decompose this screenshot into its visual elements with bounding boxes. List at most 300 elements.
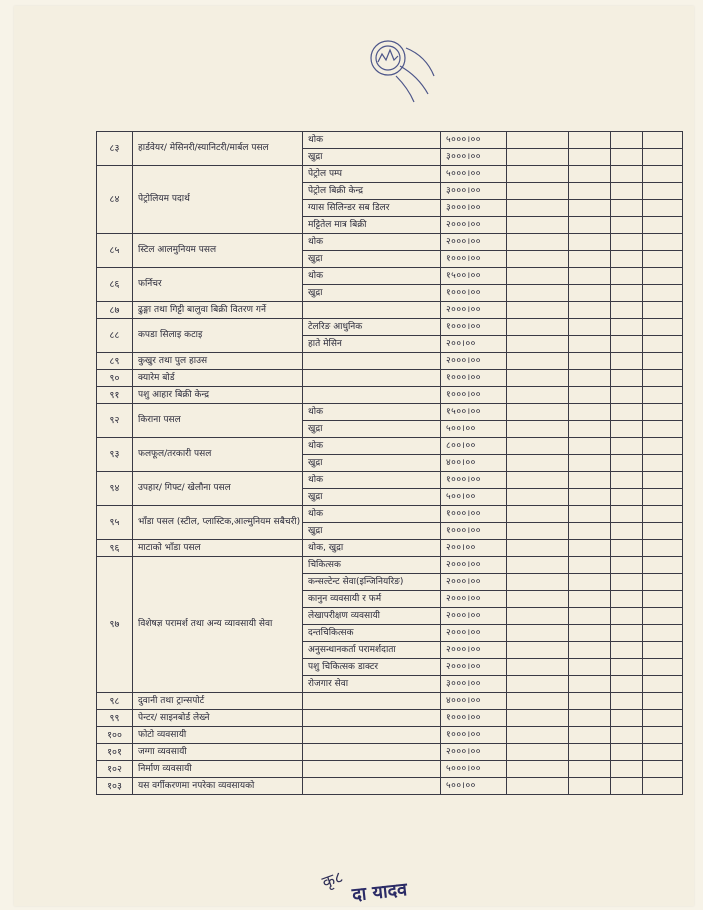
empty-cell [569, 285, 611, 302]
empty-cell [507, 455, 569, 472]
business-name: फर्निचर [133, 268, 303, 302]
business-name: कुखुर तथा पुल हाउस [133, 353, 303, 370]
empty-cell [569, 166, 611, 183]
tax-amount: २००।०० [441, 540, 507, 557]
business-subtype: खुद्रा [303, 149, 441, 166]
serial-number: ८७ [97, 302, 133, 319]
serial-number: ८५ [97, 234, 133, 268]
empty-cell [569, 659, 611, 676]
empty-cell [569, 132, 611, 149]
empty-cell [611, 149, 643, 166]
empty-cell [569, 336, 611, 353]
business-subtype: कानुन व्यवसायी र फर्म [303, 591, 441, 608]
tax-amount: ५००।०० [441, 421, 507, 438]
table-row [97, 540, 683, 557]
serial-number: १०० [97, 727, 133, 744]
empty-cell [643, 693, 683, 710]
serial-number: ८४ [97, 166, 133, 234]
business-subtype: खुद्रा [303, 455, 441, 472]
empty-cell [643, 710, 683, 727]
business-name: हार्डवेयर/ मेसिनरी/स्यानिटरी/मार्बल पसल [133, 132, 303, 166]
tax-amount: २०००।०० [441, 659, 507, 676]
empty-cell [611, 761, 643, 778]
empty-cell [507, 438, 569, 455]
empty-cell [643, 387, 683, 404]
empty-cell [611, 404, 643, 421]
empty-cell [611, 200, 643, 217]
business-subtype: थोक [303, 404, 441, 421]
empty-cell [643, 608, 683, 625]
table-row [97, 268, 683, 285]
empty-cell [569, 404, 611, 421]
business-subtype: पेट्रोल पम्प [303, 166, 441, 183]
empty-cell [569, 642, 611, 659]
empty-cell [569, 302, 611, 319]
empty-cell [611, 778, 643, 795]
business-tax-table [96, 131, 683, 795]
empty-cell [611, 727, 643, 744]
empty-cell [507, 319, 569, 336]
tax-amount: २०००।०० [441, 744, 507, 761]
empty-cell [611, 506, 643, 523]
tax-amount: ५००।०० [441, 489, 507, 506]
tax-amount: २०००।०० [441, 353, 507, 370]
empty-cell [643, 523, 683, 540]
tax-amount: १०००।०० [441, 319, 507, 336]
empty-cell [611, 489, 643, 506]
empty-cell [507, 217, 569, 234]
business-name: दुवानी तथा ट्रान्सपोर्ट [133, 693, 303, 710]
empty-cell [643, 557, 683, 574]
business-name: कपडा सिलाइ कटाइ [133, 319, 303, 353]
empty-cell [569, 455, 611, 472]
business-subtype [303, 710, 441, 727]
empty-cell [507, 693, 569, 710]
business-subtype: हाते मेसिन [303, 336, 441, 353]
empty-cell [643, 540, 683, 557]
empty-cell [569, 574, 611, 591]
serial-number: ९७ [97, 557, 133, 693]
empty-cell [611, 523, 643, 540]
business-name: स्टिल आलमुनियम पसल [133, 234, 303, 268]
empty-cell [507, 200, 569, 217]
empty-cell [643, 438, 683, 455]
empty-cell [507, 506, 569, 523]
empty-cell [507, 268, 569, 285]
business-name: निर्माण व्यवसायी [133, 761, 303, 778]
business-subtype: खुद्रा [303, 523, 441, 540]
signature-initial: कृ८ [319, 867, 346, 892]
empty-cell [611, 217, 643, 234]
table-row [97, 166, 683, 183]
tax-amount: १५००।०० [441, 404, 507, 421]
tax-amount: २०००।०० [441, 557, 507, 574]
empty-cell [643, 404, 683, 421]
business-subtype [303, 744, 441, 761]
serial-number: १०१ [97, 744, 133, 761]
table-row [97, 744, 683, 761]
business-subtype: थोक [303, 234, 441, 251]
empty-cell [611, 591, 643, 608]
business-name: फलफूल/तरकारी पसल [133, 438, 303, 472]
tax-amount: २०००।०० [441, 302, 507, 319]
empty-cell [569, 744, 611, 761]
business-subtype: अनुसन्धानकर्ता परामर्शदाता [303, 642, 441, 659]
empty-cell [507, 404, 569, 421]
empty-cell [507, 472, 569, 489]
business-subtype: थोक [303, 472, 441, 489]
table-row [97, 370, 683, 387]
empty-cell [507, 591, 569, 608]
business-subtype [303, 761, 441, 778]
table-row [97, 353, 683, 370]
empty-cell [569, 727, 611, 744]
empty-cell [569, 778, 611, 795]
empty-cell [569, 540, 611, 557]
empty-cell [643, 676, 683, 693]
business-subtype [303, 693, 441, 710]
empty-cell [569, 387, 611, 404]
business-subtype: लेखापरीक्षण व्यवसायी [303, 608, 441, 625]
empty-cell [611, 421, 643, 438]
serial-number: ८३ [97, 132, 133, 166]
table-body [97, 132, 683, 795]
business-subtype: खुद्रा [303, 251, 441, 268]
business-subtype: खुद्रा [303, 285, 441, 302]
empty-cell [507, 149, 569, 166]
table-row [97, 472, 683, 489]
business-subtype: कन्सल्टेन्ट सेवा(इन्जिनियरिङ) [303, 574, 441, 591]
empty-cell [643, 268, 683, 285]
empty-cell [643, 455, 683, 472]
empty-cell [507, 370, 569, 387]
empty-cell [569, 710, 611, 727]
empty-cell [569, 438, 611, 455]
serial-number: ८८ [97, 319, 133, 353]
empty-cell [569, 676, 611, 693]
empty-cell [611, 387, 643, 404]
empty-cell [507, 251, 569, 268]
empty-cell [507, 302, 569, 319]
empty-cell [643, 217, 683, 234]
tax-amount: ८००।०० [441, 438, 507, 455]
serial-number: ९८ [97, 693, 133, 710]
serial-number: १०२ [97, 761, 133, 778]
tax-amount: १०००।०० [441, 710, 507, 727]
business-name: क्यारेम बोर्ड [133, 370, 303, 387]
empty-cell [507, 710, 569, 727]
empty-cell [611, 183, 643, 200]
tax-amount: १०००।०० [441, 727, 507, 744]
business-subtype [303, 387, 441, 404]
empty-cell [643, 319, 683, 336]
business-subtype: थोक [303, 268, 441, 285]
business-name: ढुङ्गा तथा गिट्टी बालुवा बिक्री वितरण गर्ने [133, 302, 303, 319]
name-stamp: दा यादव [351, 879, 409, 906]
empty-cell [569, 591, 611, 608]
business-subtype [303, 370, 441, 387]
table-row [97, 132, 683, 149]
empty-cell [569, 472, 611, 489]
tax-amount: ३०००।०० [441, 200, 507, 217]
empty-cell [611, 693, 643, 710]
empty-cell [507, 659, 569, 676]
tax-amount: ३०००।०० [441, 149, 507, 166]
empty-cell [569, 489, 611, 506]
business-name: फोटो व्यवसायी [133, 727, 303, 744]
tax-amount: २०००।०० [441, 574, 507, 591]
business-name: पेट्रोलियम पदार्थ [133, 166, 303, 234]
serial-number: ९४ [97, 472, 133, 506]
table-row [97, 404, 683, 421]
empty-cell [643, 727, 683, 744]
empty-cell [643, 183, 683, 200]
empty-cell [643, 336, 683, 353]
empty-cell [569, 625, 611, 642]
tax-amount: २०००।०० [441, 234, 507, 251]
empty-cell [611, 319, 643, 336]
empty-cell [643, 574, 683, 591]
tax-amount: २००।०० [441, 336, 507, 353]
business-name: यस वर्गीकरणमा नपरेका व्यवसायको [133, 778, 303, 795]
empty-cell [643, 370, 683, 387]
empty-cell [643, 506, 683, 523]
empty-cell [643, 744, 683, 761]
serial-number: ९२ [97, 404, 133, 438]
empty-cell [507, 642, 569, 659]
table-row [97, 438, 683, 455]
empty-cell [507, 234, 569, 251]
empty-cell [643, 353, 683, 370]
tax-amount: १५००।०० [441, 268, 507, 285]
tax-amount: २०००।०० [441, 217, 507, 234]
business-name: जग्गा व्यवसायी [133, 744, 303, 761]
tax-amount: ३०००।०० [441, 183, 507, 200]
business-name: माटाको भाँडा पसल [133, 540, 303, 557]
empty-cell [643, 251, 683, 268]
empty-cell [507, 727, 569, 744]
serial-number: ९५ [97, 506, 133, 540]
empty-cell [569, 268, 611, 285]
business-subtype: मट्टितेल मात्र बिक्री [303, 217, 441, 234]
empty-cell [569, 608, 611, 625]
empty-cell [611, 268, 643, 285]
empty-cell [643, 132, 683, 149]
table-row [97, 710, 683, 727]
empty-cell [611, 540, 643, 557]
empty-cell [611, 251, 643, 268]
office-seal [348, 36, 452, 108]
business-subtype: थोक, खुद्रा [303, 540, 441, 557]
empty-cell [507, 778, 569, 795]
empty-cell [643, 591, 683, 608]
tax-amount: २०००।०० [441, 625, 507, 642]
table-row [97, 693, 683, 710]
empty-cell [507, 574, 569, 591]
tax-amount: २०००।०० [441, 642, 507, 659]
empty-cell [643, 285, 683, 302]
empty-cell [643, 302, 683, 319]
table-row [97, 302, 683, 319]
tax-amount: ४०००।०० [441, 693, 507, 710]
business-subtype: थोक [303, 438, 441, 455]
empty-cell [611, 710, 643, 727]
empty-cell [611, 676, 643, 693]
empty-cell [507, 608, 569, 625]
empty-cell [611, 455, 643, 472]
table-row [97, 778, 683, 795]
serial-number: १०३ [97, 778, 133, 795]
empty-cell [507, 166, 569, 183]
tax-amount: ५०००।०० [441, 166, 507, 183]
tax-amount: १०००।०० [441, 285, 507, 302]
serial-number: ९६ [97, 540, 133, 557]
empty-cell [643, 234, 683, 251]
empty-cell [507, 336, 569, 353]
table-row [97, 234, 683, 251]
empty-cell [507, 353, 569, 370]
empty-cell [569, 353, 611, 370]
empty-cell [507, 285, 569, 302]
empty-cell [569, 523, 611, 540]
empty-cell [569, 557, 611, 574]
tax-amount: ३०००।०० [441, 676, 507, 693]
business-subtype: टेलरिङ आधुनिक [303, 319, 441, 336]
business-subtype [303, 353, 441, 370]
empty-cell [611, 336, 643, 353]
empty-cell [569, 217, 611, 234]
empty-cell [643, 472, 683, 489]
business-name: उपहार/ गिफ्ट/ खेलौना पसल [133, 472, 303, 506]
empty-cell [643, 761, 683, 778]
table-row [97, 557, 683, 574]
empty-cell [569, 693, 611, 710]
empty-cell [643, 625, 683, 642]
empty-cell [611, 234, 643, 251]
empty-cell [611, 302, 643, 319]
empty-cell [611, 574, 643, 591]
table-row [97, 387, 683, 404]
empty-cell [611, 744, 643, 761]
tax-amount: १०००।०० [441, 523, 507, 540]
empty-cell [507, 523, 569, 540]
empty-cell [611, 608, 643, 625]
empty-cell [611, 557, 643, 574]
business-subtype [303, 778, 441, 795]
empty-cell [611, 625, 643, 642]
empty-cell [507, 744, 569, 761]
business-name: विशेषज्ञ परामर्श तथा अन्य व्यावसायी सेवा [133, 557, 303, 693]
business-subtype: पशु चिकित्सक डाक्टर [303, 659, 441, 676]
empty-cell [569, 183, 611, 200]
empty-cell [569, 421, 611, 438]
business-name: भाँडा पसल (स्टील, प्लास्टिक,आल्मुनियम सबैचरी) [133, 506, 303, 540]
business-subtype [303, 727, 441, 744]
empty-cell [611, 642, 643, 659]
empty-cell [643, 659, 683, 676]
tax-amount: ५०००।०० [441, 761, 507, 778]
empty-cell [611, 353, 643, 370]
tax-amount: २०००।०० [441, 608, 507, 625]
serial-number: ९३ [97, 438, 133, 472]
empty-cell [507, 557, 569, 574]
empty-cell [507, 489, 569, 506]
business-subtype: ग्यास सिलिन्डर सब डिलर [303, 200, 441, 217]
empty-cell [569, 319, 611, 336]
tax-amount: ५००।०० [441, 778, 507, 795]
empty-cell [643, 489, 683, 506]
table-row [97, 506, 683, 523]
serial-number: ९० [97, 370, 133, 387]
business-subtype: थोक [303, 132, 441, 149]
empty-cell [643, 200, 683, 217]
empty-cell [611, 166, 643, 183]
empty-cell [611, 285, 643, 302]
empty-cell [611, 472, 643, 489]
empty-cell [507, 761, 569, 778]
empty-cell [569, 149, 611, 166]
empty-cell [643, 149, 683, 166]
empty-cell [569, 200, 611, 217]
empty-cell [569, 251, 611, 268]
empty-cell [569, 506, 611, 523]
business-subtype: पेट्रोल बिक्री केन्द्र [303, 183, 441, 200]
business-subtype: खुद्रा [303, 489, 441, 506]
business-subtype: दन्तचिकित्सक [303, 625, 441, 642]
business-name: पेन्टर/ साइनबोर्ड लेख्ने [133, 710, 303, 727]
serial-number: ९९ [97, 710, 133, 727]
business-name: पशु आहार बिक्री केन्द्र [133, 387, 303, 404]
empty-cell [507, 540, 569, 557]
serial-number: ८६ [97, 268, 133, 302]
tax-amount: १०००।०० [441, 506, 507, 523]
empty-cell [643, 778, 683, 795]
tax-amount: १०००।०० [441, 387, 507, 404]
tax-amount: १०००।०० [441, 370, 507, 387]
empty-cell [643, 642, 683, 659]
tax-amount: २०००।०० [441, 591, 507, 608]
serial-number: ८९ [97, 353, 133, 370]
business-subtype: चिकित्सक [303, 557, 441, 574]
empty-cell [611, 438, 643, 455]
empty-cell [507, 387, 569, 404]
empty-cell [569, 370, 611, 387]
business-name: किराना पसल [133, 404, 303, 438]
business-subtype: रोजगार सेवा [303, 676, 441, 693]
empty-cell [507, 132, 569, 149]
tax-amount: १०००।०० [441, 472, 507, 489]
empty-cell [569, 761, 611, 778]
empty-cell [611, 659, 643, 676]
serial-number: ९१ [97, 387, 133, 404]
empty-cell [611, 132, 643, 149]
tax-amount: ४००।०० [441, 455, 507, 472]
tax-amount: ५०००।०० [441, 132, 507, 149]
business-subtype: थोक [303, 506, 441, 523]
empty-cell [643, 421, 683, 438]
empty-cell [507, 183, 569, 200]
empty-cell [569, 234, 611, 251]
table-row [97, 319, 683, 336]
empty-cell [507, 421, 569, 438]
tax-amount: १०००।०० [441, 251, 507, 268]
table-row [97, 727, 683, 744]
empty-cell [507, 625, 569, 642]
empty-cell [507, 676, 569, 693]
empty-cell [643, 166, 683, 183]
business-subtype: खुद्रा [303, 421, 441, 438]
table-row [97, 761, 683, 778]
